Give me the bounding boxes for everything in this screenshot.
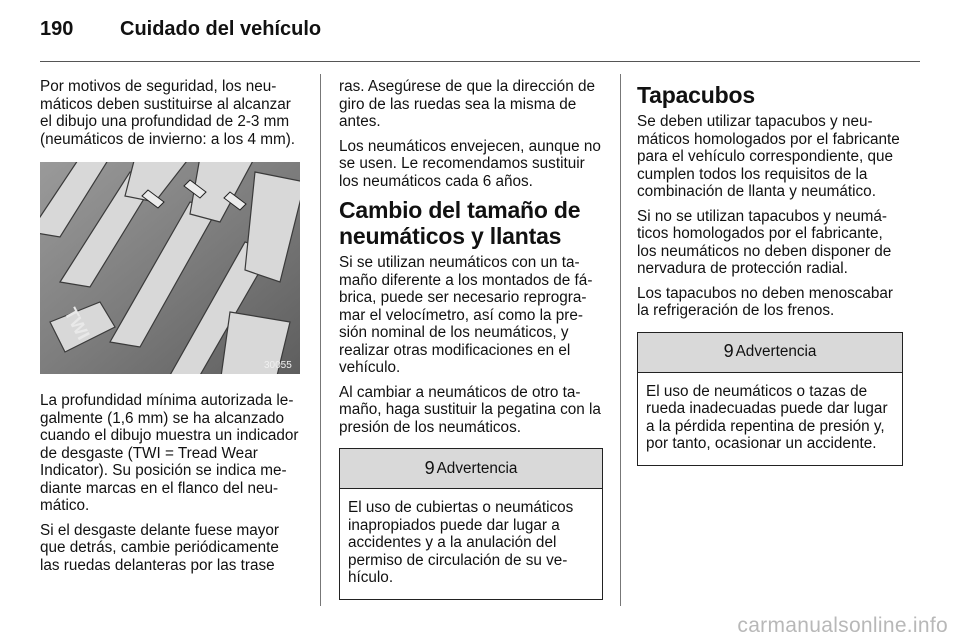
paragraph-tire-aging: Los neumáticos envejecen, aunque no se usen. Le recomendamos sustituir los neumáticos cada 6 años. bbox=[339, 137, 601, 190]
column-1 bbox=[40, 78, 302, 581]
warning-triangle-icon: 9 bbox=[723, 341, 734, 362]
paragraph-hubcaps-approved: Se deben utilizar tapacubos y neumáticos homologados por el fabricante para el vehículo correspondiente, que cumplen todos los requisitos de la combinación de llanta y neumático. bbox=[637, 113, 900, 200]
heading-tire-size-change: Cambio del tamaño de neumáticos y llantas bbox=[339, 197, 581, 249]
warning-triangle-icon: 9 bbox=[424, 457, 435, 478]
page-title: Cuidado del vehículo bbox=[120, 18, 322, 40]
warning-title: Advertencia bbox=[436, 459, 518, 477]
header-rule bbox=[40, 61, 920, 62]
paragraph-tread-depth: Por motivos de seguridad, los neumáticos deben sustituirse al alcanzar el dibujo una profundidad de 2-3 mm (neumáticos de invierno: a los 4 mm). bbox=[40, 78, 296, 148]
paragraph-pressure-sticker: Al cambiar a neumáticos de otro tamaño, haga sustituir la pegatina con la presión de los neumáticos. bbox=[339, 383, 601, 436]
paragraph-radial-rib: Si no se utilizan tapacubos y neumáticos homologados por el fabricante, los neumáticos no deben disponer de nervadura de protección radial. bbox=[637, 207, 892, 277]
page-number: 190 bbox=[40, 18, 74, 40]
warning-header bbox=[638, 333, 902, 373]
warning-box-hubcaps bbox=[637, 332, 903, 466]
warning-text: El uso de cubiertas o neumáticos inapropiados puede dar lugar a accidentes y a la anulación del permiso de circulación de su vehículo. bbox=[348, 499, 574, 586]
paragraph-minimum-depth: La profundidad mínima autorizada legalmente (1,6 mm) se ha alcanzado cuando el dibujo muestra un indicador de desgaste (TWI = Tread Wear Indicator). Su posición se indica mediante marcas en el flanco del neumático. bbox=[40, 392, 299, 514]
heading-hubcaps: Tapacubos bbox=[637, 82, 755, 108]
tire-tread-figure bbox=[40, 162, 300, 374]
column-divider-2 bbox=[620, 74, 621, 606]
warning-title: Advertencia bbox=[735, 343, 817, 361]
warning-box-tires bbox=[339, 448, 603, 600]
paragraph-rotation-direction: ras. Asegúrese de que la dirección de giro de las ruedas sea la misma de antes. bbox=[339, 78, 595, 130]
warning-text: El uso de neumáticos o tazas de rueda inadecuadas puede dar lugar a la pérdida repentina de presión y, por tanto, ocasionar un accidente. bbox=[646, 382, 888, 452]
tire-twi-label: TWI bbox=[60, 304, 94, 344]
figure-image-id: 30055 bbox=[264, 360, 292, 371]
watermark: carmanualsonline.info bbox=[737, 614, 948, 637]
page-header bbox=[40, 14, 920, 50]
column-divider-1 bbox=[320, 74, 321, 606]
paragraph-brake-cooling: Los tapacubos no deben menoscabar la refrigeración de los frenos. bbox=[637, 284, 893, 319]
warning-header bbox=[340, 449, 602, 489]
paragraph-size-reprogram: Si se utilizan neumáticos con un tamaño diferente a los montados de fábrica, puede ser necesario reprogramar el velocímetro, así como la presión nominal de los neumáticos, y realizar otras modificaciones en el vehículo. bbox=[339, 254, 593, 376]
column-2 bbox=[339, 78, 603, 600]
paragraph-rotate-wheels: Si el desgaste delante fuese mayor que detrás, cambie periódicamente las ruedas delanteras por las trase bbox=[40, 521, 279, 574]
column-3 bbox=[637, 78, 903, 466]
